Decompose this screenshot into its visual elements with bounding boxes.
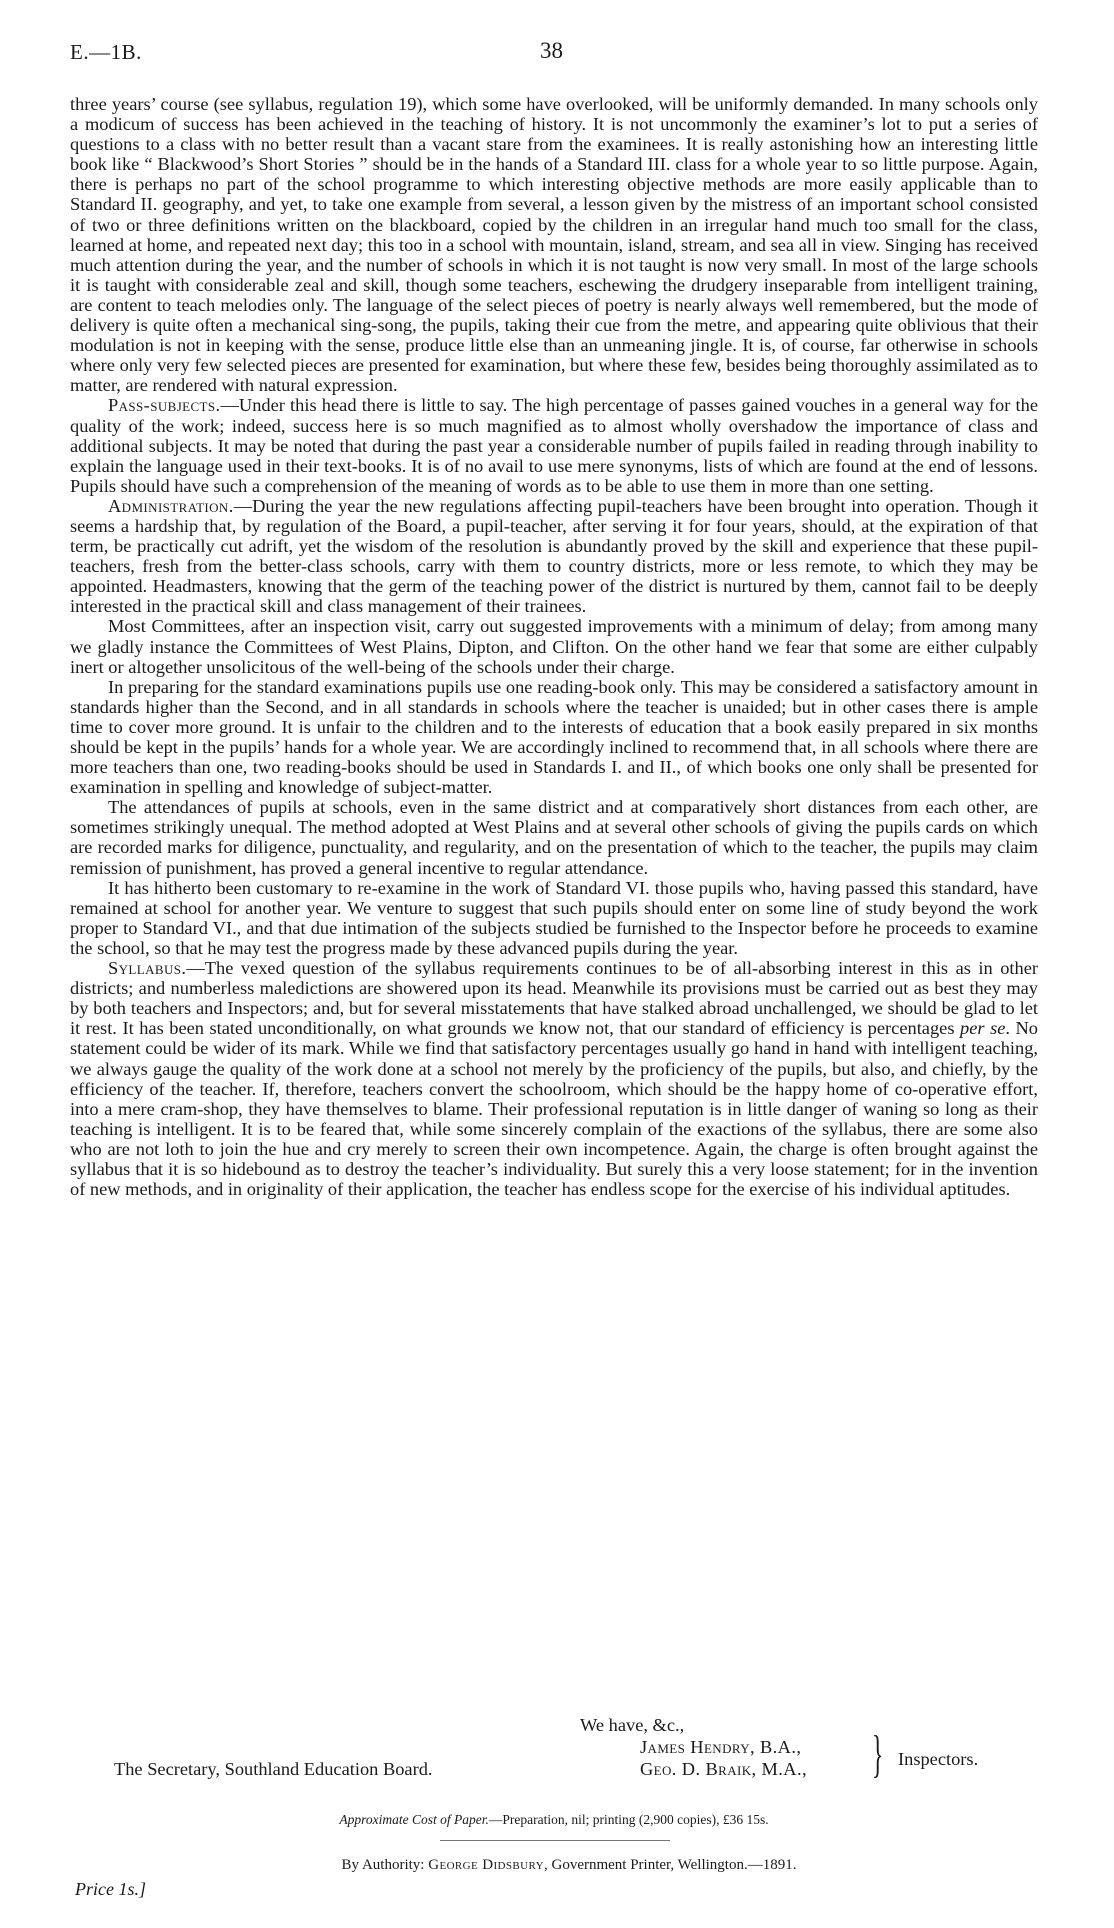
cost-text: —Preparation, nil; printing (2,900 copies), £36 15s.: [488, 1812, 769, 1827]
addressee: The Secretary, Southland Education Board.: [114, 1759, 433, 1779]
inspectors-label: Inspectors.: [898, 1749, 979, 1769]
section-heading-pass-subjects: Pass-subjects.: [108, 395, 221, 416]
paragraph-history-singing: three years’ course (see syllabus, regulation 19), which some have overlooked, will be uniformly demanded. In many schools only a modicum of success has been achieved in the teaching of history. It is not uncommonly the examiner’s lot to put a series of questions to a class with no better result than a vacant stare from the examinees. It is really astonishing how an interesting little book like “ Blackwood’s Short Stories ” should be in the hands of a Standard III. class for a whole year to so little purpose. Again, there is perhaps no part of the school programme to which interesting objective methods are more easily applicable than to Standard II. geography, and yet, to take one example from several, a lesson given by the mistress of an important school consisted of two or three definitions written on the blackboard, copied by the children in an irregular hand much too small for the class, learned at home, and repeated next day; this too in a school with mountain, island, stream, and sea all in view. Singing has received much attention during the year, and the number of schools in which it is not taught is now very small. In most of the large schools it is taught with considerable zeal and skill, though some teachers, eschewing the drudgery inseparable from intelligent training, are content to teach melodies only. The language of the select pieces of poetry is nearly always well remembered, but the mode of delivery is quite often a mechanical sing-song, the pupils, taking their cue from the metre, and appearing quite oblivious that their modulation is not in keeping with the sense, produce little else than an unmeaning jingle. It is, of course, far otherwise in schools where only very few selected pieces are presented for examination, but where these few, besides being thoroughly assimilated as to matter, are rendered with natural expression.: [70, 94, 1038, 396]
footer-divider: [440, 1840, 670, 1841]
signatory-braik: Geo. D. Braik, M.A.,: [640, 1759, 807, 1779]
syllabus-emphasis: per se: [960, 1018, 1006, 1039]
paragraph-reading-books: In preparing for the standard examinations pupils use one reading-book only. This may be considered a satisfactory amount in standards higher than the Second, and in all standards in schools where the teacher is unaided; but in other cases there is ample time to cover more ground. It is unfair to the children and to the interests of education that a book easily prepared in six months should be kept in the pupils’ hands for a whole year. We are accordingly inclined to recommend that, in all schools where there are more teachers than one, two reading-books should be used in Standards I. and II., of which books one only shall be presented for examination in spelling and knowledge of subject-matter.: [70, 676, 1038, 798]
administration-text: —During the year the new regulations affecting pupil-teachers have been brought into operation. Though it seems a hardship that, by regulation of the Board, a pupil-teacher, after serving it for four years, should, at the expiration of that term, be practically cut adrift, yet the wisdom of the resolution is abundantly proved by the skill and experience that these pupil-teachers, fresh from the better-class schools, carry with them to country districts, more or less remote, to which they may be appointed. Headmasters, knowing that the germ of the teaching power of the district is nurtured by them, cannot fail to be deeply interested in the practical skill and class management of their trainees.: [70, 495, 1038, 617]
page-header: [70, 0, 1038, 70]
paragraph-pass-subjects: [70, 395, 1038, 495]
pass-subjects-text: —Under this head there is little to say. The high percentage of passes gained vouches in a general way for the quality of the work; indeed, success here is so much magnified as to almost wholly overshadow the importance of class and additional subjects. It may be noted that during the past year a considerable number of pupils failed in reading through inability to explain the language used in their text-books. It is of no avail to use mere synonyms, lists of which are found at the end of lessons. Pupils should have such a comprehension of the meaning of words as to be able to use them in more than one setting.: [70, 395, 1038, 496]
document-reference: E.—1B.: [70, 40, 142, 64]
page-number: 38: [540, 38, 563, 63]
signatory-hendry: James Hendry, B.A.,: [640, 1737, 802, 1757]
authority-suffix: , Government Printer, Wellington.—1891.: [543, 1857, 797, 1873]
authority-prefix: By Authority:: [341, 1857, 429, 1873]
paragraph-attendance: The attendances of pupils at schools, even in the same district and at comparatively short distances from each other, are sometimes strikingly unequal. The method adopted at West Plains and at several other schools of giving the pupils cards on which are recorded marks for diligence, punctuality, and regularity, and on the presentation of which to the teacher, the pupils may claim remission of punishment, has proved a general incentive to regular attendance.: [70, 797, 1038, 878]
closing-salutation: We have, &c.,: [580, 1715, 685, 1735]
price-label: Price 1s.]: [75, 1879, 146, 1899]
paragraph-committees: Most Committees, after an inspection visit, carry out suggested improvements with a minimum of delay; from among many we gladly instance the Committees of West Plains, Dipton, and Clifton. On the other hand we fear that some are either culpably inert or altogether unsolicitous of the well-being of the schools under their charge.: [70, 616, 1038, 677]
paragraph-syllabus: [70, 958, 1038, 1199]
syllabus-text-part1: —The vexed question of the syllabus requirements continues to be of all-absorbing interest in this as in other districts; and numberless maledictions are showered upon its head. Meanwhile its provisions must be carried out as best they may by both teachers and Inspectors; and, but for several misstatements that have stalked abroad unchallenged, we should be glad to let it rest. It has been stated unconditionally, on what grounds we know not, that our standard of efficiency is percentages: [70, 958, 1038, 1039]
authority-line: [70, 1857, 1038, 1874]
cost-label: Approximate Cost of Paper.: [339, 1812, 489, 1827]
section-heading-administration: Administration.: [108, 495, 234, 516]
brace-glyph: }: [872, 1726, 884, 1783]
paragraph-standard-six: It has hitherto been customary to re-examine in the work of Standard VI. those pupils who, having passed this standard, have remained at school for another year. We venture to suggest that such pupils should enter on some line of study beyond the work proper to Standard VI., and that due intimation of the subjects studied be furnished to the Inspector before he proceeds to examine the school, so that he may test the progress made by these advanced pupils during the year.: [70, 877, 1038, 958]
section-heading-syllabus: Syllabus.: [108, 958, 187, 979]
signoff-block: [70, 1715, 1038, 1795]
cost-of-paper: [70, 1812, 1038, 1828]
syllabus-text-part2: . No statement could be wider of its mark. While we find that satisfactory percentages usually go hand in hand with intelligent teaching, we always gauge the quality of the work done at a school not merely by the proficiency of the pupils, but also, and chiefly, by the efficiency of the teacher. If, therefore, teachers convert the schoolroom, which should be the happy home of co-operative effort, into a mere cram-shop, they have themselves to blame. Their professional reputation is in little danger of waning so long as their teaching is intelligent. It is to be feared that, while some sincerely complain of the exactions of the syllabus, there are some also who are not loth to join the hue and cry merely to screen their own incompetence. Again, the charge is often brought against the syllabus that it is so hidebound as to destroy the teacher’s individuality. But surely this a very loose statement; for in the invention of new methods, and in originality of their application, the teacher has endless scope for the exercise of his individual aptitudes.: [70, 1018, 1038, 1200]
report-body: [70, 94, 1038, 1199]
document-page: [70, 0, 1038, 1899]
paragraph-administration: [70, 496, 1038, 617]
printer-name: George Didsbury: [428, 1857, 544, 1873]
